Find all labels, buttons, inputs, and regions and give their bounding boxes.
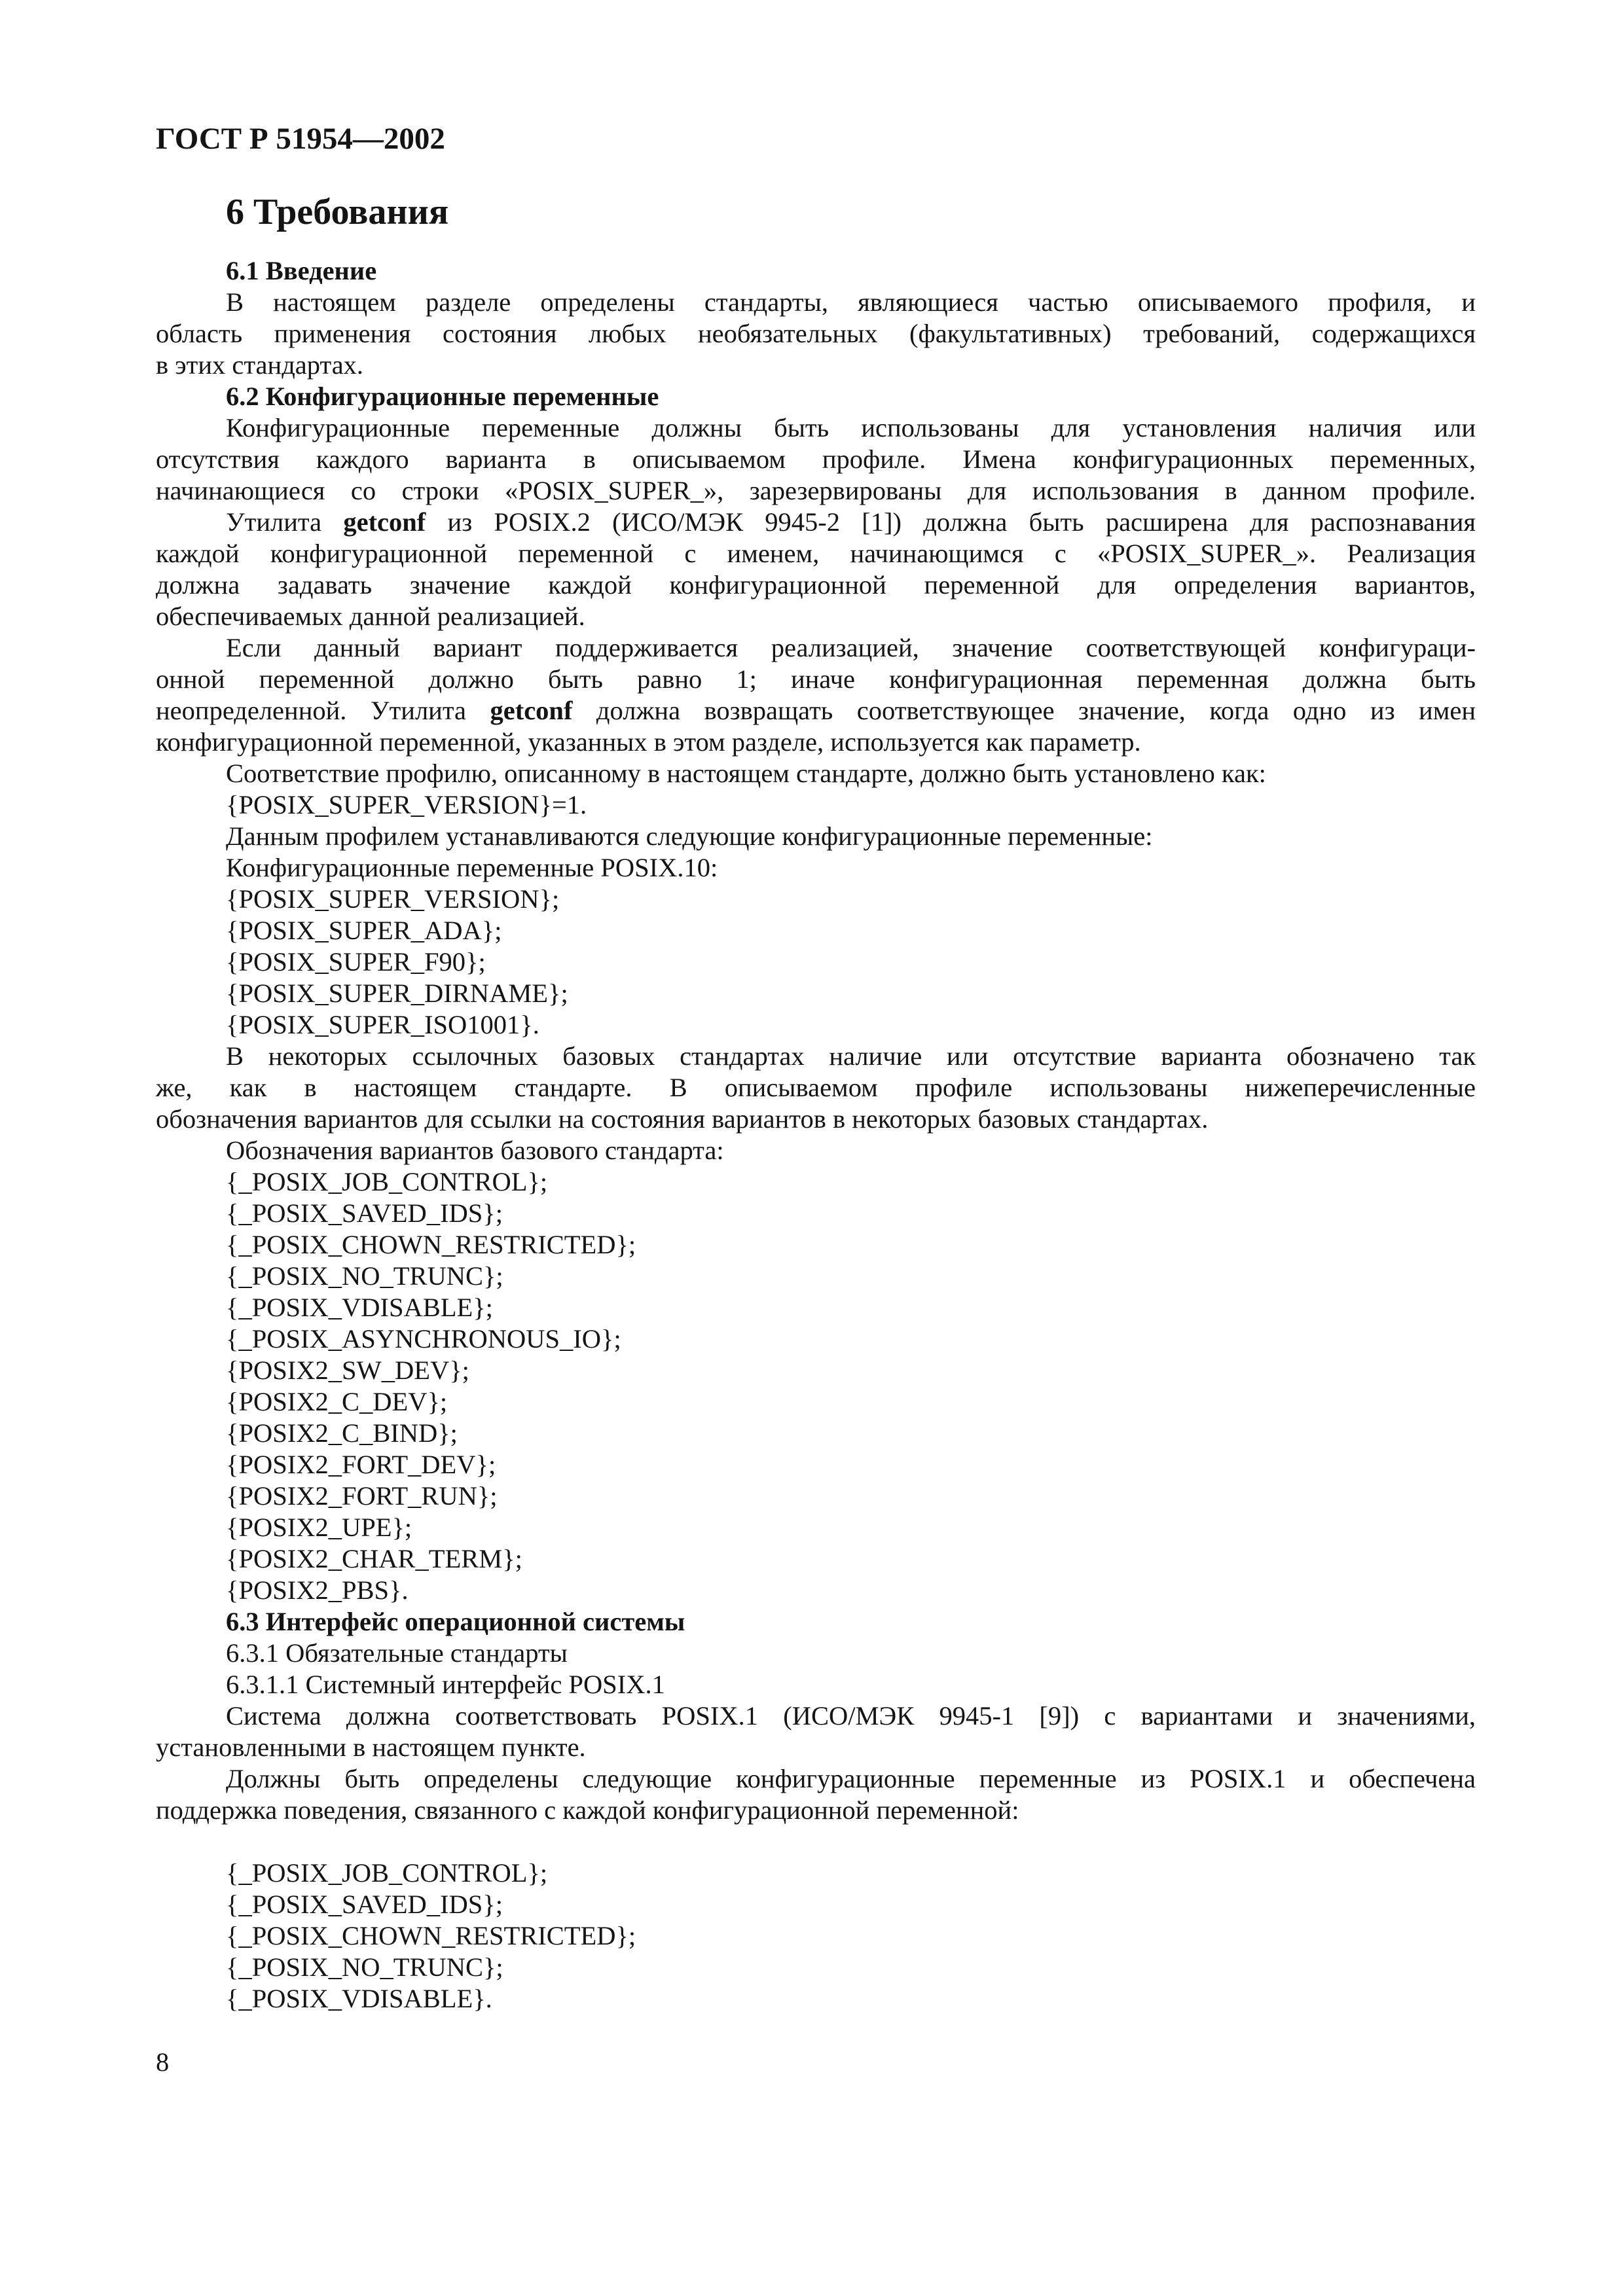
text-line: область применения состояния любых необязательных (факультативных) требований, содержащихся: [156, 319, 1476, 348]
section-title: 6 Требования: [226, 192, 449, 232]
text-line: [156, 507, 1476, 538]
text-line: {POSIX2_PBS}.: [226, 1575, 409, 1605]
text-line: В настоящем разделе определены стандарты, являющиеся частью описываемого профиля, и: [226, 287, 1476, 317]
text-line: начинающиеся со строки «POSIX_SUPER_», зарезервированы для использования в данном профиле.: [156, 476, 1476, 505]
text-line: Конфигурационные переменные POSIX.10:: [226, 853, 718, 882]
text-line: Должны быть определены следующие конфигурационные переменные из POSIX.1 и обеспечена: [226, 1764, 1476, 1793]
text-run: Утилита: [226, 507, 344, 537]
subsection-heading: 6.3 Интерфейс операционной системы: [226, 1607, 685, 1636]
text-line: {POSIX2_FORT_DEV};: [226, 1450, 496, 1479]
text-line: поддержка поведения, связанного с каждой конфигурационной переменной:: [156, 1795, 1019, 1825]
page-number: 8: [156, 2047, 170, 2077]
text-line: {POSIX2_C_DEV};: [226, 1387, 448, 1416]
text-line: Обозначения вариантов базового стандарта:: [226, 1136, 724, 1165]
text-line: же, как в настоящем стандарте. В описываемом профиле использованы нижеперечисленные: [156, 1073, 1476, 1102]
text-line: Соответствие профилю, описанному в настоящем стандарте, должно быть установлено как:: [226, 759, 1266, 788]
text-run: неопределенной. Утилита: [156, 696, 490, 725]
text-line: {_POSIX_CHOWN_RESTRICTED};: [226, 1921, 636, 1950]
document-header-code: ГОСТ Р 51954—2002: [156, 122, 445, 156]
text-line: {_POSIX_VDISABLE}.: [226, 1984, 492, 2013]
text-line: каждой конфигурационной переменной с именем, начинающимся с «POSIX_SUPER_». Реализация: [156, 539, 1476, 568]
text-line: {POSIX_SUPER_DIRNAME};: [226, 978, 568, 1008]
text-line: {POSIX2_SW_DEV};: [226, 1355, 469, 1385]
text-line: {_POSIX_NO_TRUNC};: [226, 1261, 503, 1291]
text-line: конфигурационной переменной, указанных в этом разделе, используется как параметр.: [156, 727, 1141, 757]
text-line: обеспечиваемых данной реализацией.: [156, 601, 585, 631]
text-line: установленными в настоящем пункте.: [156, 1732, 586, 1762]
text-run: из POSIX.2 (ИСО/МЭК 9945-2 [1]) должна быть расширена для распознавания: [426, 507, 1476, 537]
subsection-heading: 6.2 Конфигурационные переменные: [226, 382, 659, 411]
text-line: Система должна соответствовать POSIX.1 (ИСО/МЭК 9945-1 [9]) с вариантами и значениями,: [226, 1701, 1476, 1731]
text-line: Если данный вариант поддерживается реализацией, значение соответствующей конфигураци-: [226, 633, 1476, 662]
text-line: {_POSIX_CHOWN_RESTRICTED};: [226, 1230, 636, 1259]
text-line: отсутствия каждого варианта в описываемом профиле. Имена конфигурационных переменных,: [156, 444, 1476, 474]
text-line: В некоторых ссылочных базовых стандартах наличие или отсутствие варианта обозначено так: [226, 1041, 1476, 1071]
text-line: {_POSIX_VDISABLE};: [226, 1293, 493, 1322]
text-line: 6.3.1 Обязательные стандарты: [226, 1638, 568, 1668]
document-body: [156, 255, 1476, 2015]
text-line: должна задавать значение каждой конфигурационной переменной для определения вариантов,: [156, 570, 1476, 600]
text-line: {POSIX_SUPER_VERSION};: [226, 884, 560, 914]
text-line: Данным профилем устанавливаются следующие конфигурационные переменные:: [226, 821, 1153, 851]
text-line: {_POSIX_ASYNCHRONOUS_IO};: [226, 1324, 621, 1354]
text-line: в этих стандартах.: [156, 350, 364, 380]
text-line: {POSIX2_C_BIND};: [226, 1418, 458, 1448]
text-line: Конфигурационные переменные должны быть использованы для установления наличия или: [226, 413, 1476, 442]
text-line: {_POSIX_SAVED_IDS};: [226, 1890, 503, 1919]
text-line: {_POSIX_JOB_CONTROL};: [226, 1167, 548, 1196]
text-run: должна возвращать соответствующее значение, когда одно из имен: [572, 696, 1476, 725]
subsection-heading: 6.1 Введение: [226, 256, 377, 285]
text-line: {POSIX_SUPER_ISO1001}.: [226, 1010, 539, 1039]
text-line: онной переменной должно быть равно 1; иначе конфигурационная переменная должна быть: [156, 664, 1476, 694]
text-line: {POSIX2_UPE};: [226, 1513, 412, 1542]
text-line: {_POSIX_JOB_CONTROL};: [226, 1858, 548, 1888]
text-line: обозначения вариантов для ссылки на состояния вариантов в некоторых базовых стандартах.: [156, 1104, 1209, 1134]
text-line: {POSIX2_FORT_RUN};: [226, 1481, 498, 1511]
text-line: {POSIX_SUPER_VERSION}=1.: [226, 790, 587, 819]
text-line: {_POSIX_SAVED_IDS};: [226, 1198, 503, 1228]
paragraph-gap: [156, 1826, 1476, 1857]
text-line: 6.3.1.1 Системный интерфейс POSIX.1: [226, 1670, 665, 1699]
utility-name: getconf: [490, 696, 573, 725]
text-line: {POSIX_SUPER_F90};: [226, 947, 486, 977]
text-line: {POSIX2_CHAR_TERM};: [226, 1544, 522, 1573]
text-line: {_POSIX_NO_TRUNC};: [226, 1952, 503, 1982]
utility-name: getconf: [343, 507, 426, 537]
text-line: {POSIX_SUPER_ADA};: [226, 916, 502, 945]
text-line: [156, 695, 1476, 726]
